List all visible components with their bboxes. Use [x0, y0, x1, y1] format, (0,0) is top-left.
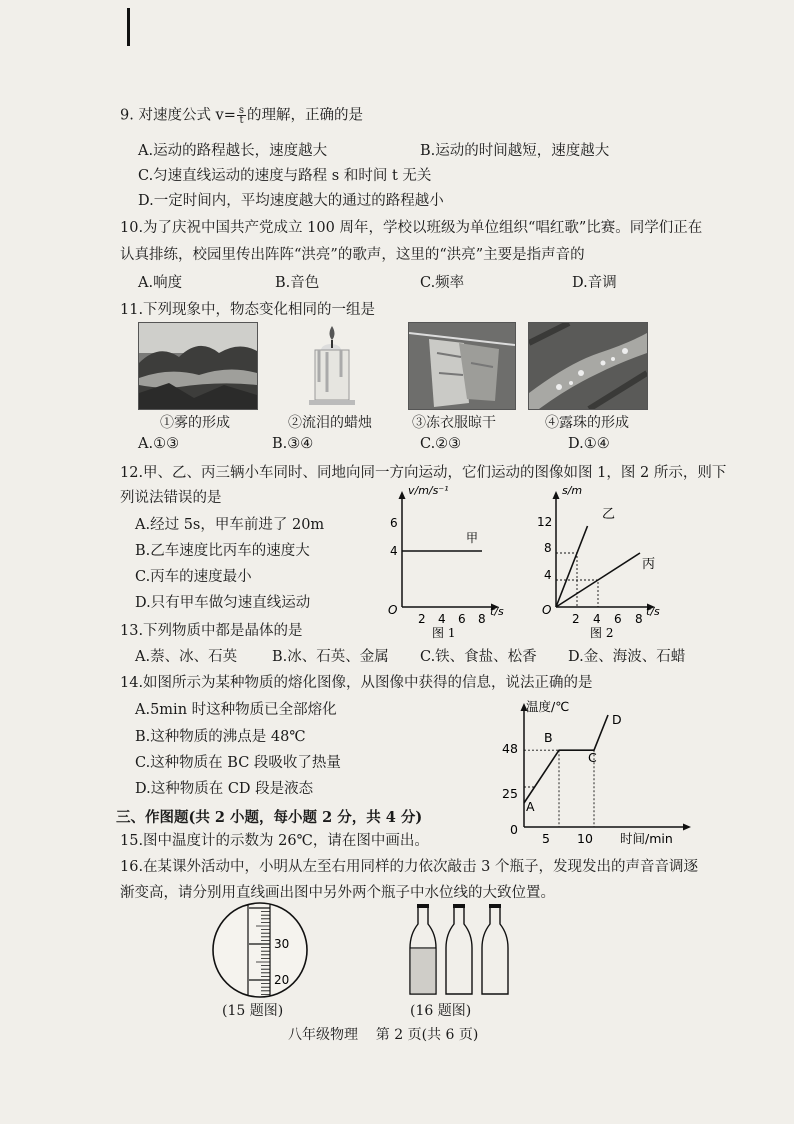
q13-option-c[interactable]: C.铁、食盐、松香	[420, 649, 537, 665]
q11-stem: 11.下列现象中，物态变化相同的一组是	[120, 302, 376, 318]
q9-stem-post: 的理解，正确的是	[247, 107, 364, 124]
dew-photo	[528, 322, 648, 410]
melting-xlabel: 时间/min	[620, 831, 673, 846]
frozen-clothes-caption: ③冻衣服晾干	[412, 415, 496, 431]
q12-stem-line2: 列说法错误的是	[120, 490, 222, 506]
q10-stem-line1: 10.为了庆祝中国共产党成立 100 周年，学校以班级为单位组织“唱红歌”比赛。同学们正在	[120, 220, 703, 236]
melting-point-d: D	[612, 712, 622, 727]
fig1-xlabel: t/s	[490, 605, 504, 618]
binding-mark	[127, 8, 130, 46]
bottle-right[interactable]	[482, 904, 508, 994]
q10-option-c[interactable]: C.频率	[420, 275, 465, 291]
fig1-ytick-6: 6	[390, 516, 398, 530]
melting-point-a: A	[526, 799, 535, 814]
therm-label-30: 30	[274, 937, 290, 951]
candle-photo	[275, 322, 393, 408]
fig2-series-line-yi	[556, 526, 588, 607]
q12-stem-line1: 12.甲、乙、丙三辆小车同时、同地向同一方向运动，它们运动的图像如图 1，图 2 所示，则下	[120, 465, 727, 481]
fig2-xtick-2: 2	[572, 612, 580, 626]
q15-stem: 15.图中温度计的示数为 26℃，请在图中画出。	[120, 833, 429, 849]
q9-option-a[interactable]: A.运动的路程越长，速度越大	[138, 143, 328, 159]
q14-option-b[interactable]: B.这种物质的沸点是 48℃	[135, 729, 306, 745]
fig2-ytick-12: 12	[537, 515, 553, 529]
magnifier-circle	[213, 903, 307, 997]
q16-stem-line1: 16.在某课外活动中，小明从左至右用同样的力依次敲击 3 个瓶子，发现发出的声音音调逐	[120, 859, 698, 875]
fig1-xtick-6: 6	[458, 612, 466, 626]
fig1-xtick-8: 8	[478, 612, 486, 626]
melting-origin: 0	[510, 822, 518, 837]
q16-figure-caption: (16 题图)	[410, 1003, 472, 1019]
fig1-caption: 图 1	[432, 626, 456, 640]
melting-xtick-5: 5	[542, 831, 550, 846]
frozen-clothes-photo	[408, 322, 516, 410]
q14-option-d[interactable]: D.这种物质在 CD 段是液态	[135, 781, 314, 797]
q10-option-b[interactable]: B.音色	[275, 275, 320, 291]
fig1-origin: O	[388, 603, 398, 617]
fig1-xtick-4: 4	[438, 612, 446, 626]
q11-option-c[interactable]: C.②③	[420, 436, 462, 452]
melting-point-c: C	[588, 750, 597, 765]
melting-graph	[494, 696, 714, 846]
fig2-distance-graph	[530, 482, 670, 640]
fog-photo	[138, 322, 258, 410]
q12-option-a[interactable]: A.经过 5s，甲车前进了 20m	[135, 517, 325, 533]
melting-ylabel: 温度/℃	[526, 699, 570, 714]
fig2-xtick-4: 4	[593, 612, 601, 626]
fig2-ytick-4: 4	[544, 568, 552, 582]
q11-option-d[interactable]: D.①④	[568, 436, 610, 452]
q11-option-b[interactable]: B.③④	[272, 436, 314, 452]
q14-option-c[interactable]: C.这种物质在 BC 段吸收了热量	[135, 755, 341, 771]
melting-ytick-48: 48	[502, 741, 518, 756]
fig2-ytick-8: 8	[544, 541, 552, 555]
fig2-label-bing: 丙	[642, 557, 656, 572]
fig2-xtick-8: 8	[635, 612, 643, 626]
q9-option-d[interactable]: D.一定时间内，平均速度越大的通过的路程越小	[138, 193, 444, 209]
speed-formula-fraction	[237, 106, 246, 125]
q13-option-d[interactable]: D.金、海波、石蜡	[568, 649, 686, 665]
fig1-xtick-2: 2	[418, 612, 426, 626]
bottle-middle[interactable]	[446, 904, 472, 994]
melting-point-b: B	[544, 730, 553, 745]
fig2-xlabel: t/s	[646, 605, 660, 618]
fig2-ylabel: s/m	[562, 484, 583, 497]
page-footer: 八年级物理 第 2 页(共 6 页)	[288, 1027, 479, 1043]
q15-figure-caption: (15 题图)	[222, 1003, 284, 1019]
fig1-velocity-graph	[380, 482, 510, 640]
q16-stem-line2: 渐变高，请分别用直线画出图中另外两个瓶子中水位线的大致位置。	[120, 885, 555, 901]
q9-option-b[interactable]: B.运动的时间越短，速度越大	[420, 143, 610, 159]
bottles-figure[interactable]	[406, 904, 516, 998]
frac-num: s	[238, 105, 245, 116]
fig2-caption: 图 2	[590, 626, 614, 640]
melting-ytick-25: 25	[502, 786, 518, 801]
candle-caption: ②流泪的蜡烛	[288, 415, 372, 431]
fig2-origin: O	[542, 603, 552, 617]
q10-stem-line2: 认真排练，校园里传出阵阵“洪亮”的歌声，这里的“洪亮”主要是指声音的	[120, 247, 585, 263]
q9-stem	[120, 106, 363, 125]
dew-caption: ④露珠的形成	[545, 415, 629, 431]
q13-option-a[interactable]: A.萘、冰、石英	[135, 649, 238, 665]
section-3-title: 三、作图题(共 2 小题，每小题 2 分，共 4 分)	[116, 809, 423, 826]
fig1-ylabel: v/m/s⁻¹	[408, 484, 449, 497]
fig2-xtick-6: 6	[614, 612, 622, 626]
fig2-label-yi: 乙	[602, 507, 616, 522]
q13-option-b[interactable]: B.冰、石英、金属	[272, 649, 389, 665]
q14-stem: 14.如图所示为某种物质的熔化图像，从图像中获得的信息，说法正确的是	[120, 675, 593, 691]
fig1-ytick-4: 4	[390, 544, 398, 558]
q10-option-a[interactable]: A.响度	[138, 275, 183, 291]
q9-stem-pre: 9. 对速度公式 v=	[120, 107, 236, 124]
q10-option-d[interactable]: D.音调	[572, 275, 617, 291]
fog-caption: ①雾的形成	[160, 415, 230, 431]
q9-option-c[interactable]: C.匀速直线运动的速度与路程 s 和时间 t 无关	[138, 168, 432, 184]
q12-option-b[interactable]: B.乙车速度比丙车的速度大	[135, 543, 310, 559]
melting-xtick-10: 10	[577, 831, 593, 846]
frac-den: t	[239, 115, 244, 126]
bottle-left[interactable]	[410, 904, 436, 994]
q14-option-a[interactable]: A.5min 时这种物质已全部熔化	[135, 702, 337, 718]
q12-option-c[interactable]: C.丙车的速度最小	[135, 569, 252, 585]
fig2-guides	[556, 553, 598, 607]
q12-option-d[interactable]: D.只有甲车做匀速直线运动	[135, 595, 311, 611]
thermometer-figure[interactable]	[210, 900, 310, 1000]
q11-option-a[interactable]: A.①③	[138, 436, 180, 452]
fig1-series-label-jia: 甲	[466, 531, 479, 545]
q13-stem: 13.下列物质中都是晶体的是	[120, 623, 303, 639]
therm-label-20: 20	[274, 973, 290, 987]
